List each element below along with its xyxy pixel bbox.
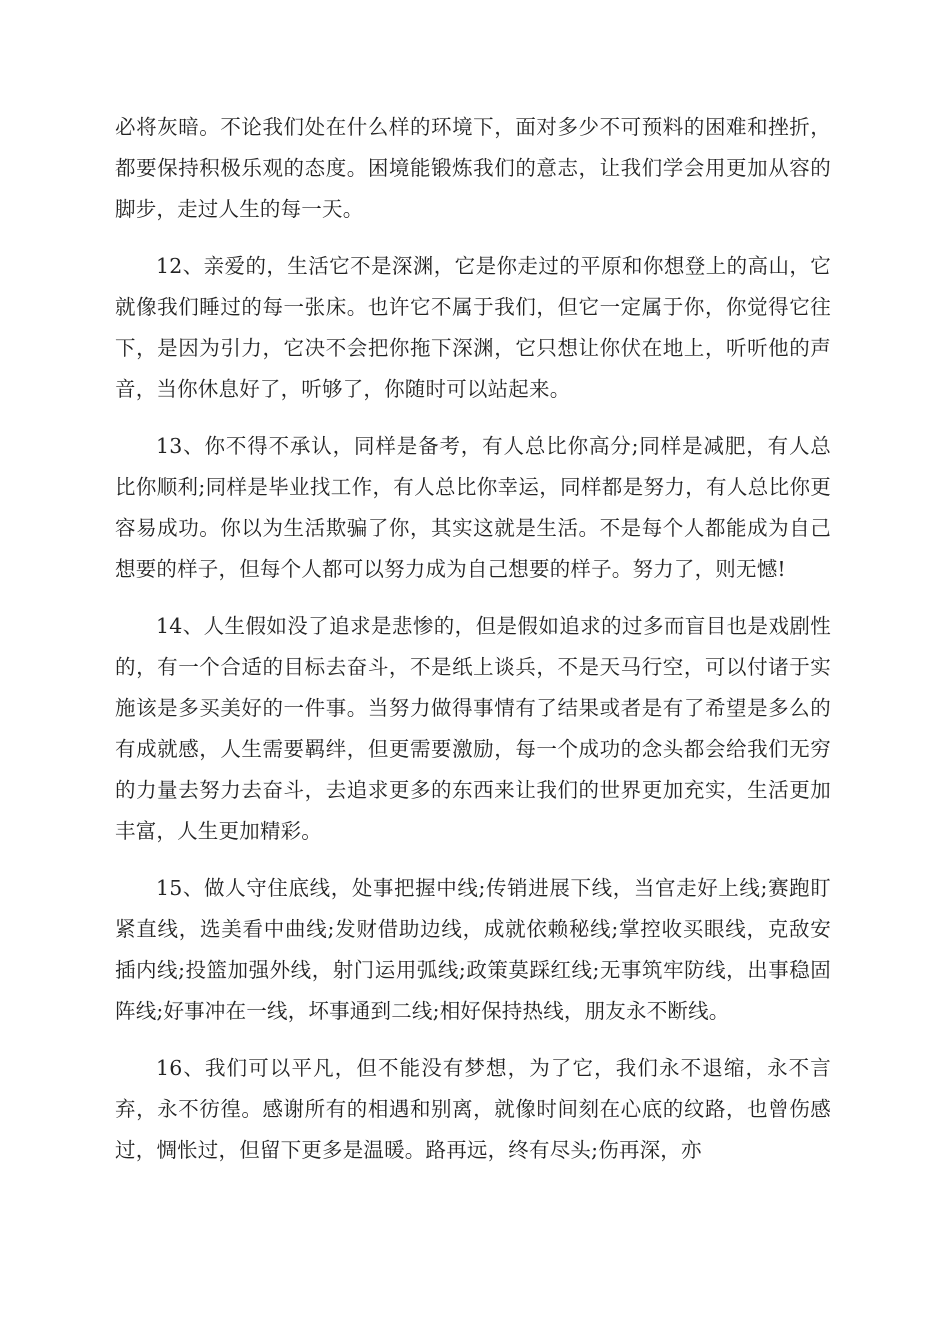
article-body — [115, 107, 831, 1187]
paragraph-13: 13、你不得不承认，同样是备考，有人总比你高分;同样是减肥，有人总比你顺利;同样是毕业找工作，有人总比你幸运，同样都是努力，有人总比你更容易成功。你以为生活欺骗了你，其实这就是生活。不是每个人都能成为自己想要的样子，但每个人都可以努力成为自己想要的样子。努力了，则无憾! — [115, 434, 831, 581]
paragraph-14: 14、人生假如没了追求是悲惨的，但是假如追求的过多而盲目也是戏剧性的，有一个合适的目标去奋斗，不是纸上谈兵，不是天马行空，可以付诸于实施该是多买美好的一件事。当努力做得事情有了结果或者是有了希望是多么的有成就感，人生需要羁绊，但更需要激励，每一个成功的念头都会给我们无穷的力量去努力去奋斗，去追求更多的东西来让我们的世界更加充实，生活更加丰富，人生更加精彩。 — [115, 614, 831, 843]
paragraph-16: 16、我们可以平凡，但不能没有梦想，为了它，我们永不退缩，永不言弃，永不彷徨。感谢所有的相遇和别离，就像时间刻在心底的纹路，也曾伤感过，惆怅过，但留下更多是温暖。路再远，终有尽头;伤再深，亦 — [115, 1056, 831, 1162]
paragraph-15: 15、做人守住底线，处事把握中线;传销进展下线，当官走好上线;赛跑盯紧直线，选美看中曲线;发财借助边线，成就依赖秘线;掌控收买眼线，克敌安插内线;投篮加强外线，射门运用弧线;政策莫踩红线;无事筑牢防线，出事稳固阵线;好事冲在一线，坏事通到二线;相好保持热线，朋友永不断线。 — [115, 876, 831, 1023]
paragraph-11-continued: 必将灰暗。不论我们处在什么样的环境下，面对多少不可预料的困难和挫折，都要保持积极乐观的态度。困境能锻炼我们的意志，让我们学会用更加从容的脚步，走过人生的每一天。 — [115, 115, 831, 221]
paragraph-12: 12、亲爱的，生活它不是深渊，它是你走过的平原和你想登上的高山，它就像我们睡过的每一张床。也许它不属于我们，但它一定属于你，你觉得它往下，是因为引力，它决不会把你拖下深渊，它只想让你伏在地上，听听他的声音，当你休息好了，听够了，你随时可以站起来。 — [115, 254, 831, 401]
